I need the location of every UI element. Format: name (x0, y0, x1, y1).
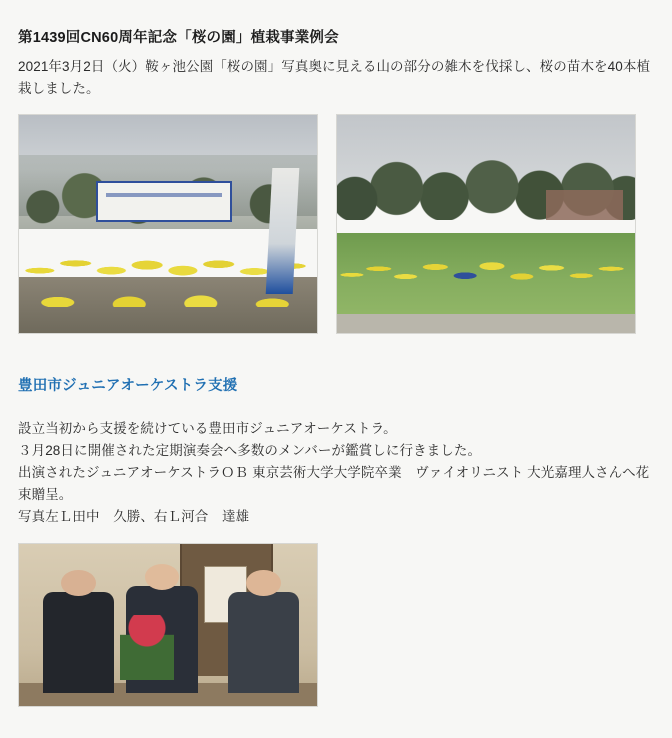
photo-bouquet-presentation (18, 543, 318, 707)
photo-lawn-gathering (336, 114, 636, 334)
photo-row (18, 114, 654, 334)
orchestra-body-line-3: 出演されたジュニアオーケストラＯＢ 東京芸術大学大学院卒業 ヴァイオリニスト 大光嘉理人さんへ花束贈呈。 (18, 464, 650, 502)
photo-group-ceremony (18, 114, 318, 334)
article-section-planting (18, 28, 654, 334)
photo-row (18, 543, 654, 707)
orchestra-body-line-1: 設立当初から支援を続けている豊田市ジュニアオーケストラ。 (18, 421, 397, 437)
photo-path-layer (337, 314, 635, 334)
article-section-orchestra (18, 376, 654, 706)
orchestra-body-line-2: ３月28日に開催された定期演奏会へ多数のメンバーが鑑賞しに行きました。 (18, 443, 482, 459)
section-heading-orchestra: 豊田市ジュニアオーケストラ支援 (18, 378, 238, 395)
photo-person-right (228, 592, 300, 692)
section-body-text: 2021年3月2日（火）鞍ヶ池公園「桜の園」写真奥に見える山の部分の雑木を伐採し、桜の苗木を40本植栽しました。 (18, 58, 651, 96)
photo-person-left (43, 592, 115, 692)
photo-bouquet (120, 615, 174, 680)
photo-people-layer (337, 227, 635, 314)
orchestra-body-line-4: 写真左Ｌ田中 久勝、右Ｌ河合 達雄 (18, 508, 250, 524)
page-title: 第1439回CN60周年記念「桜の園」植栽事業例会 (18, 30, 339, 46)
photo-building (546, 190, 623, 221)
heading-spacer (18, 404, 654, 418)
section-divider-space (18, 334, 654, 376)
